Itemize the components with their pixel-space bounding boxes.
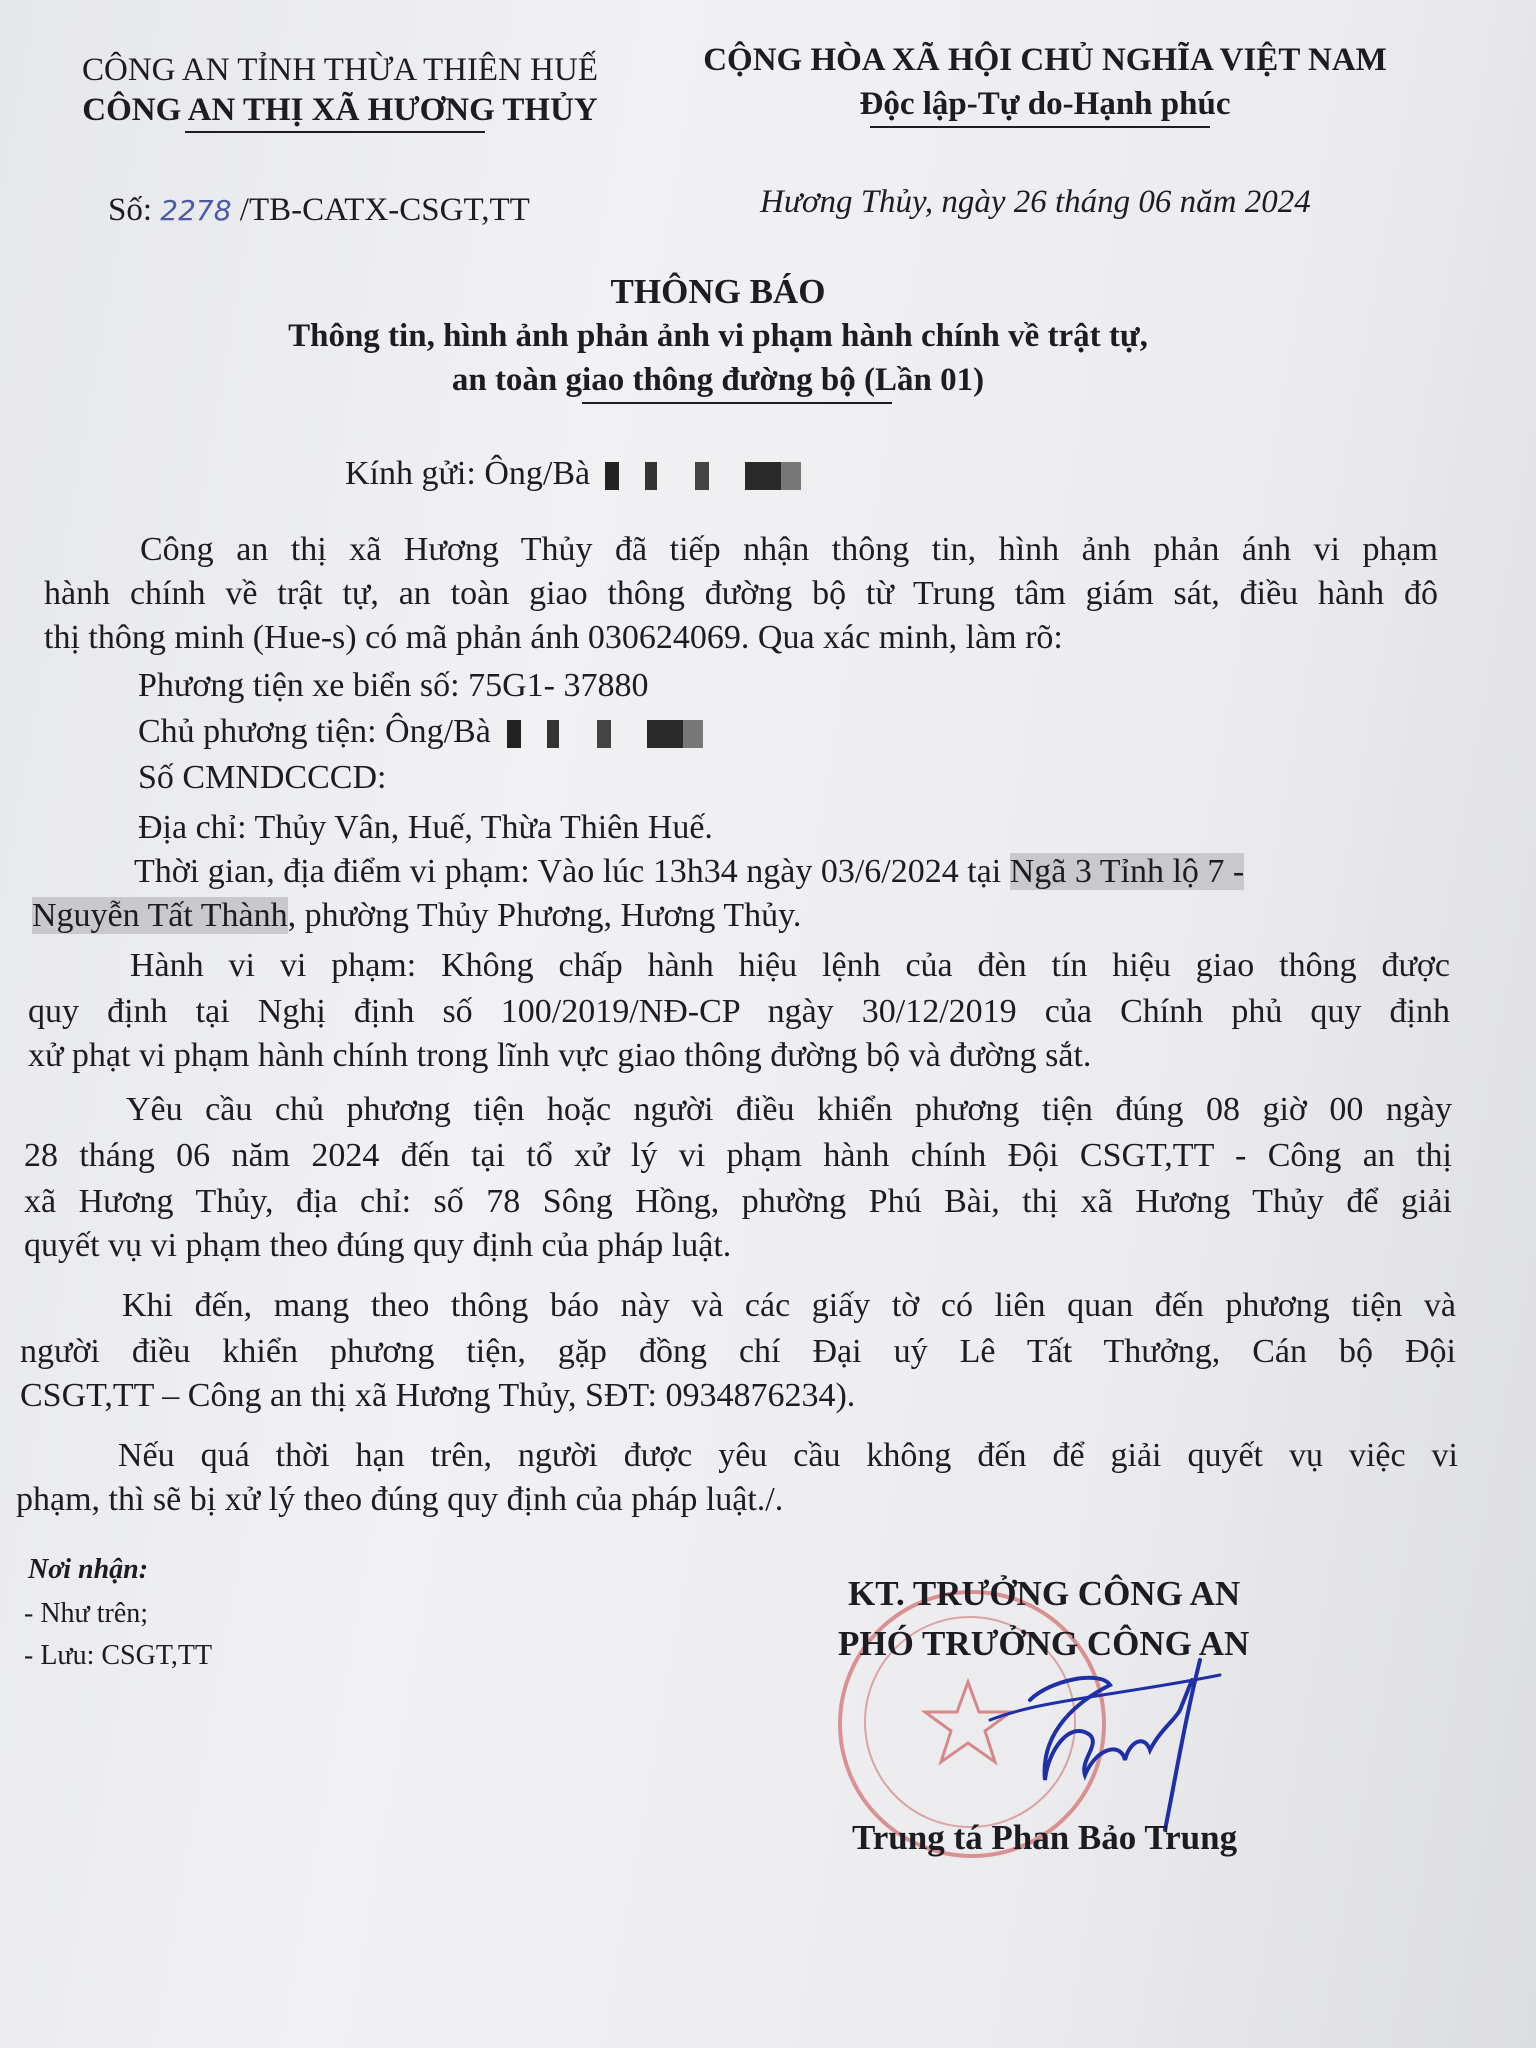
violation-line2: quy định tại Nghị định số 100/2019/NĐ-CP ngày 30/12/2019 của Chính phủ quy định bbox=[28, 993, 1450, 1030]
document-subtitle-line2: an toàn giao thông đường bộ (Lần 01) bbox=[451, 362, 985, 398]
request-line1: Yêu cầu chủ phương tiện hoặc người điều khiển phương tiện đúng 08 giờ 00 ngày bbox=[126, 1091, 1452, 1128]
owner-address: Địa chỉ: Thủy Vân, Huế, Thừa Thiên Huế. bbox=[138, 809, 713, 846]
bring-line1: Khi đến, mang theo thông báo này và các giấy tờ có liên quan đến phương tiện và bbox=[122, 1287, 1456, 1324]
violation-line1: Hành vi vi phạm: Không chấp hành hiệu lệnh của đèn tín hiệu giao thông được bbox=[130, 947, 1450, 984]
violation-line3: xử phạt vi phạm hành chính trong lĩnh vực giao thông đường bộ và đường sắt. bbox=[28, 1037, 1092, 1074]
agency-name: CÔNG AN THỊ XÃ HƯƠNG THỦY bbox=[82, 92, 598, 128]
signer-name: Trung tá Phan Bảo Trung bbox=[852, 1818, 1238, 1857]
signature-title-1: KT. TRƯỞNG CÔNG AN bbox=[848, 1574, 1241, 1613]
overdue-line1: Nếu quá thời hạn trên, người được yêu cầu không đến để giải quyết vụ việc vi bbox=[118, 1437, 1458, 1474]
recipient-line: Kính gửi: Ông/Bà bbox=[345, 452, 855, 496]
document-number: Số: 2278 /TB-CATX-CSGT,TT bbox=[108, 192, 530, 228]
para1-line1: Công an thị xã Hương Thủy đã tiếp nhận thông tin, hình ảnh phản ánh vi phạm bbox=[140, 531, 1438, 568]
motto-underline bbox=[870, 126, 1210, 128]
id-number: Số CMNDCCCD: bbox=[138, 759, 387, 796]
vehicle-plate: Phương tiện xe biển số: 75G1- 37880 bbox=[138, 667, 649, 704]
handwritten-signature bbox=[960, 1640, 1260, 1840]
signature-title-2: PHÓ TRƯỞNG CÔNG AN bbox=[838, 1624, 1250, 1663]
national-motto: Độc lập-Tự do-Hạnh phúc bbox=[859, 86, 1231, 122]
overdue-line2: phạm, thì sẽ bị xử lý theo đúng quy định của pháp luật./. bbox=[16, 1481, 784, 1518]
recipients-item-2: - Lưu: CSGT,TT bbox=[24, 1640, 213, 1671]
para1-line3: thị thông minh (Hue-s) có mã phản ánh 030624069. Qua xác minh, làm rõ: bbox=[44, 619, 1063, 656]
time-place-line1: Thời gian, địa điểm vi phạm: Vào lúc 13h34 ngày 03/6/2024 tại Ngã 3 Tỉnh lộ 7 - bbox=[134, 853, 1245, 890]
request-line2: 28 tháng 06 năm 2024 đến tại tổ xử lý vi phạm hành chính Đội CSGT,TT - Công an thị bbox=[24, 1137, 1452, 1174]
document-title: THÔNG BÁO bbox=[610, 272, 826, 311]
agency-underline bbox=[185, 131, 485, 133]
para1-line2: hành chính về trật tự, an toàn giao thông đường bộ từ Trung tâm giám sát, điều hành đô bbox=[44, 575, 1438, 612]
recipients-label: Nơi nhận: bbox=[28, 1554, 149, 1585]
handwritten-number: 2278 bbox=[160, 194, 232, 227]
highlighted-location: Ngã 3 Tỉnh lộ 7 - bbox=[1009, 853, 1245, 890]
recipients-item-1: - Như trên; bbox=[24, 1598, 149, 1629]
vehicle-owner: Chủ phương tiện: Ông/Bà bbox=[138, 710, 757, 754]
time-place-line2: Nguyễn Tất Thành, phường Thủy Phương, Hương Thủy. bbox=[32, 897, 802, 934]
request-line3: xã Hương Thủy, địa chỉ: số 78 Sông Hồng, phường Phú Bài, thị xã Hương Thủy để giải bbox=[24, 1183, 1452, 1220]
subtitle-underline bbox=[582, 402, 892, 404]
bring-line3: CSGT,TT – Công an thị xã Hương Thủy, SĐT: 0934876234). bbox=[20, 1377, 856, 1414]
bring-line2: người điều khiển phương tiện, gặp đồng chí Đại uý Lê Tất Thưởng, Cán bộ Đội bbox=[20, 1333, 1456, 1370]
redacted-owner bbox=[507, 720, 757, 748]
national-title: CỘNG HÒA XÃ HỘI CHỦ NGHĨA VIỆT NAM bbox=[703, 42, 1387, 78]
document-subtitle-line1: Thông tin, hình ảnh phản ảnh vi phạm hành chính về trật tự, bbox=[288, 318, 1148, 354]
redacted-name bbox=[605, 462, 855, 490]
highlighted-street: Nguyễn Tất Thành bbox=[32, 897, 288, 934]
issue-date: Hương Thủy, ngày 26 tháng 06 năm 2024 bbox=[760, 184, 1311, 220]
agency-parent: CÔNG AN TỈNH THỪA THIÊN HUẾ bbox=[81, 52, 598, 88]
request-line4: quyết vụ vi phạm theo đúng quy định của pháp luật. bbox=[24, 1227, 732, 1264]
